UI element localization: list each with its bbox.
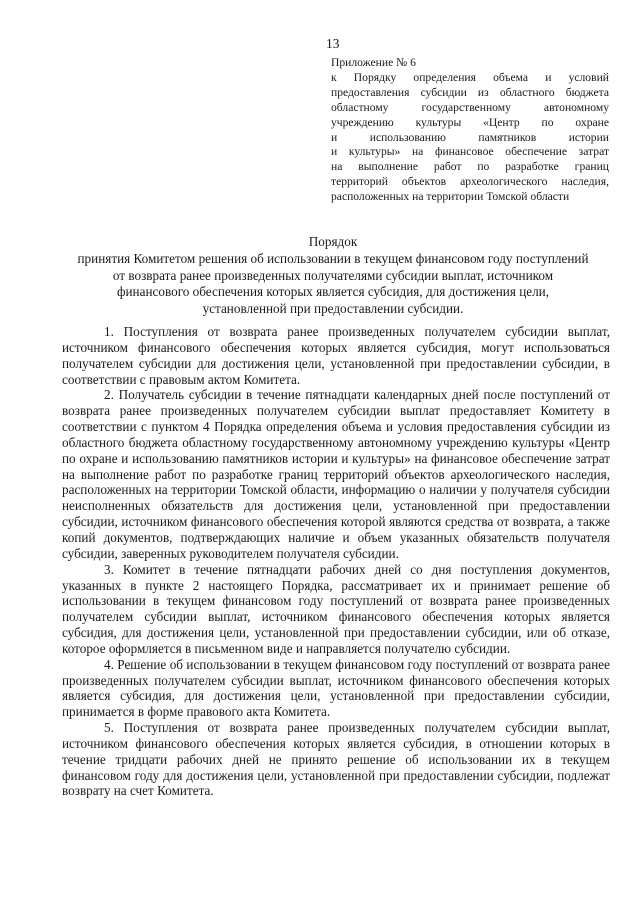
appendix-line: и использованию памятников истории (331, 130, 609, 144)
title-line: установленной при предоставлении субсидии. (202, 301, 464, 317)
appendix-line: на выполнение работ по разработке границ (331, 160, 609, 174)
paragraph-2: 2. Получатель субсидии в течение пятнадцати календарных дней после поступлений от возврата ранее произведенных получателем субсидии выплат предоставляет Комитету в соответствии с пунктом 4 Порядка определения объема и условия предоставления субсидии из областного бюджета областному государственному автономному учреждению культуры «Центр по охране и использованию памятников истории и культуры» на финансовое обеспечение затрат на выполнение работ по разработке границ территорий объектов археологического наследия, расположенных на территории Томской области, информацию о наличии у получателя субсидии неисполненных обязательств для достижения цели, установленной при предоставлении субсидии, источником финансового обеспечения которой являются средства от возврата, а также копий документов, подтверждающих наличие и объем указанных обязательств получателя субсидии, заверенных руководителем получателя субсидии. (62, 387, 610, 561)
paragraph-4: 4. Решение об использовании в текущем финансовом году поступлений от возврата ранее произведенных получателем субсидии выплат, источником финансового обеспечения которых является субсидия, для достижения цели, установленной при предоставлении субсидии, принимается в форме правового акта Комитета. (62, 656, 610, 720)
title-heading: Порядок (308, 234, 358, 249)
appendix-line: предоставления субсидии из областного бюджета (331, 85, 609, 99)
appendix-line: к Порядку определения объема и условий (331, 70, 609, 84)
paragraph-1: 1. Поступления от возврата ранее произведенных получателем субсидии выплат, источником финансового обеспечения которых является субсидия, могут использоваться получателем субсидии для достижения цели, установленной при предоставлении субсидии, в соответствии с правовым актом Комитета. (62, 324, 610, 387)
document-body (62, 324, 610, 799)
appendix-title: Приложение № 6 (331, 56, 416, 69)
appendix-line: и культуры» на финансовое обеспечение затрат (331, 145, 609, 159)
appendix-line: областному государственному автономному (331, 100, 609, 114)
title-line: от возврата ранее произведенных получателями субсидии выплат, источником (112, 267, 554, 283)
appendix-line: территорий объектов археологического наследия, (331, 175, 609, 189)
title-line: принятия Комитетом решения об использовании в текущем финансовом году поступлений (77, 250, 589, 266)
page-number: 13 (326, 36, 340, 51)
document-title (40, 234, 626, 318)
paragraph-5: 5. Поступления от возврата ранее произведенных получателем субсидии выплат, источником финансового обеспечения которых является субсидия, в отношении которых в течение тридцати рабочих дней не принято решение об использовании их в текущем финансовом году для достижения цели, установленной при предоставлении субсидии, подлежат возврату на счет Комитета. (62, 720, 610, 799)
appendix-line: учреждению культуры «Центр по охране (331, 115, 609, 129)
appendix-header (331, 56, 609, 205)
title-line: финансового обеспечения которых является субсидия, для достижения цели, (116, 284, 550, 300)
appendix-line: расположенных на территории Томской области (331, 190, 570, 204)
paragraph-3: 3. Комитет в течение пятнадцати рабочих дней со дня поступления документов, указанных в пункте 2 настоящего Порядка, рассматривает их и принимает решение об использовании в текущем финансовом году поступлений от возврата ранее произведенных получателем субсидии выплат, источником финансового обеспечения которых является субсидия, для достижения цели, установленной при предоставлении субсидии, или об отказе, которое оформляется в письменном виде и направляется получателю субсидии. (62, 561, 610, 656)
